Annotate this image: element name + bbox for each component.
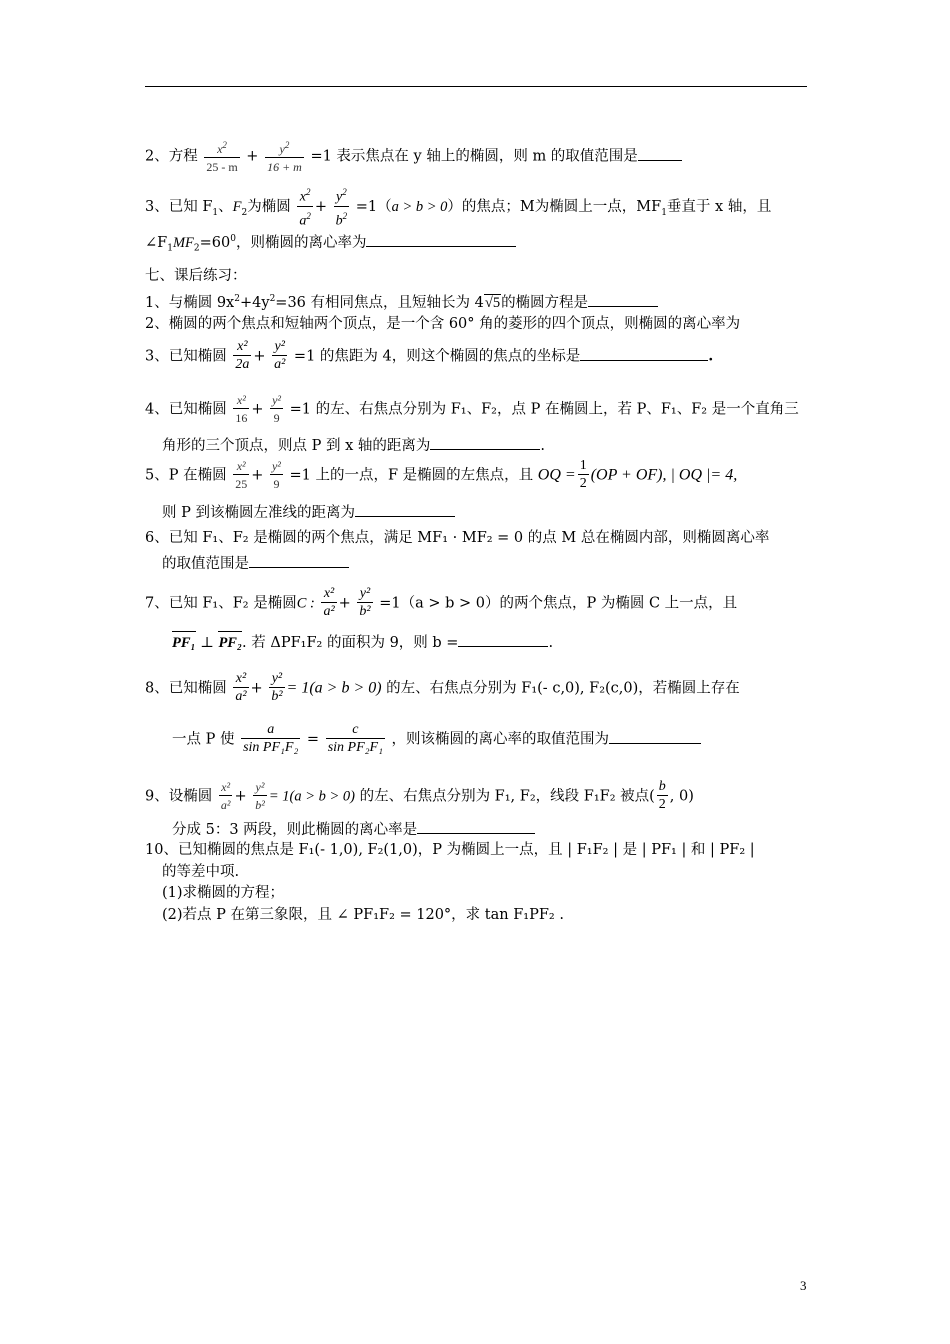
e7-blank <box>458 632 548 647</box>
e7-prefix: 7、已知 F₁、F₂ 是椭圆 <box>145 595 297 612</box>
e7-perp: ⊥ <box>200 635 214 651</box>
header-rule <box>145 86 807 87</box>
exercise-1: 1、与椭圆 $9x^2+4y^2=36$ 有相同焦点，且短轴长为 4√5的椭圆方程是 <box>145 289 658 313</box>
exercise-10-line2: 的等差中项. <box>162 864 240 880</box>
e5-eq2: (OP + OF), | OQ |= 4, <box>590 466 738 484</box>
q3-line2c: ，则椭圆的离心率为 <box>235 234 367 251</box>
e6-blank <box>249 553 349 568</box>
e8-line2: 一点 P 使 <box>172 731 235 748</box>
e7-line2c: . 若 ΔPF₁F₂ 的面积为 9，则 b = <box>242 635 459 651</box>
e9-text: 的左、右焦点分别为 F₁, F₂，线段 F₁F₂ 被点( <box>359 788 655 805</box>
exercise-7-line2: PF₁ ⊥ PF₂. 若 ΔPF₁F₂ 的面积为 9，则 b = . <box>172 632 553 653</box>
e4-blank <box>430 435 540 450</box>
e5-eq: OQ = <box>537 466 576 484</box>
e1-sqrt: √5 <box>484 294 501 311</box>
question-3-line2: $\angle F_1MF_2=60^0$，则椭圆的离心率为 <box>145 229 516 259</box>
exercise-10-sub2: (2)若点 P 在第三象限，且 ∠ PF₁F₂ = 120°，求 tan F₁PF₂ . <box>162 907 564 923</box>
e9-line2: 分成 5：3 两段，则此椭圆的离心率是 <box>172 822 418 838</box>
e8-text: 的左、右焦点分别为 F₁(- c,0), F₂(c,0)，若椭圆上存在 <box>386 680 740 697</box>
e3-frac2: $\frac{\text{y²}}{\text{a²}}$ <box>274 339 286 372</box>
e8-cond: = 1(a > b > 0) <box>286 679 382 697</box>
e8-frac-c: $\frac{c}{\text{sin PF₂F₁}}$ <box>327 722 383 755</box>
e9-frac-b: $\frac{b}{2}$ <box>658 779 666 812</box>
e6-line2: 的取值范围是 <box>162 556 249 572</box>
e8-blank <box>609 729 701 744</box>
q3-line2: ∠F <box>145 234 168 251</box>
exercise-10-sub1: (1)求椭圆的方程； <box>162 885 285 901</box>
e1-text: 1、与椭圆 9x <box>145 294 235 311</box>
q2-frac2: $\frac{y^2}{16 + m}$ <box>267 140 302 174</box>
e3-frac1: $\frac{\text{x²}}{2a}$ <box>235 339 250 372</box>
e9-frac1: $\frac{\text{x²}}{\text{a²}}$ <box>220 780 231 812</box>
section-title: 七、课后练习： <box>145 268 247 284</box>
q3-frac1: $\frac{x^2}{a^2}$ <box>299 187 311 229</box>
e7-frac2: $\frac{\text{y²}}{\text{b²}}$ <box>359 586 371 619</box>
e7-text: =1（a > b > 0）的两个焦点，P 为椭圆 C 上一点，且 <box>379 595 738 612</box>
exercise-9: 9、设椭圆 $\frac{\text{x²}}{\text{a²}}$ + $\frac{\text{y²}}{\text{b²}}$ = 1(a > b > 0) 的左、右焦点分别为 F₁, F₂，线段 F₁F₂ 被点( $\frac{b}{2}$ , 0) <box>145 779 694 812</box>
q3-text3: 垂直于 x 轴，且 <box>666 199 772 216</box>
exercise-4: 4、已知椭圆 $\frac{\text{x²}}{16}$ + $\frac{\text{y²}}{9}$ =1 的左、右焦点分别为 F₁、F₂，点 P 在椭圆上，若 P、F₁、F₂ 是一个直角三 <box>145 393 799 425</box>
e9-prefix: 9、设椭圆 <box>145 788 213 805</box>
e7-frac1: $\frac{\text{x²}}{\text{a²}}$ <box>323 586 335 619</box>
q3-line2b: =60 <box>199 234 231 251</box>
question-3: 3、已知 $F_1$、$F_2$为椭圆 $\frac{x^2}{a^2}$ + $\frac{y^2}{b^2}$ =1（a > b > 0）的焦点；M为椭圆上一点，$MF_1$垂直于 x 轴，且 <box>145 184 771 230</box>
exercise-5: 5、P 在椭圆 $\frac{\text{x²}}{25}$ + $\frac{\text{y²}}{9}$ =1 上的一点，F 是椭圆的左焦点，且 OQ = $\frac{1}{2}$ (OP + OF), | OQ |= 4, <box>145 458 738 491</box>
q2-text: =1 表示焦点在 y 轴上的椭圆，则 m 的取值范围是 <box>310 148 638 165</box>
e4-prefix: 4、已知椭圆 <box>145 401 227 418</box>
e1-t3: =36 有相同焦点，且短轴长为 4 <box>275 294 484 311</box>
exercise-6: 6、已知 F₁、F₂ 是椭圆的两个焦点，满足 MF₁ · MF₂ = 0 的点 M 总在椭圆内部，则椭圆离心率 <box>145 530 770 546</box>
q3-frac2: $\frac{y^2}{b^2}$ <box>335 187 348 229</box>
q3-text2: ）的焦点；M为椭圆上一点，MF <box>447 199 662 216</box>
e8-line2b: ，则该椭圆的离心率的取值范围为 <box>391 731 610 748</box>
exercise-8: 8、已知椭圆 $\frac{\text{x²}}{\text{a²}}$ + $\frac{\text{y²}}{\text{b²}}$ = 1(a > b > 0) 的左、右焦点分别为 F₁(- c,0), F₂(c,0)，若椭圆上存在 <box>145 671 740 704</box>
e5-frac1: $\frac{\text{x²}}{25}$ <box>235 459 248 491</box>
e3-blank <box>580 346 708 361</box>
exercise-5-line2 <box>162 502 455 523</box>
exercise-10: 10、已知椭圆的焦点是 F₁(- 1,0), F₂(1,0)，P 为椭圆上一点，且 | F₁F₂ | 是 | PF₁ | 和 | PF₂ | <box>145 842 755 858</box>
e4-frac2: $\frac{\text{y²}}{9}$ <box>272 393 282 425</box>
e8-frac2: $\frac{\text{y²}}{\text{b²}}$ <box>271 671 283 704</box>
exercise-2: 2、椭圆的两个焦点和短轴两个顶点，是一个含 60° 角的菱形的四个顶点，则椭圆的离心率为 <box>145 316 741 332</box>
e9-end: , 0) <box>669 788 694 805</box>
e5-line2: 则 P 到该椭圆左准线的距离为 <box>162 505 355 521</box>
e1-blank <box>588 292 658 307</box>
e1-t2: +4y <box>239 294 270 311</box>
e8-frac1: $\frac{\text{x²}}{\text{a²}}$ <box>235 671 247 704</box>
e3-prefix: 3、已知椭圆 <box>145 348 227 365</box>
e4-line2: 角形的三个顶点，则点 P 到 x 轴的距离为 <box>162 438 431 454</box>
exercise-3: 3、已知椭圆 $\frac{\text{x²}}{2a}$ + $\frac{\text{y²}}{\text{a²}}$ =1 的焦距为 4，则这个椭圆的焦点的坐标是 . <box>145 339 714 372</box>
e5-text: =1 上的一点，F 是椭圆的左焦点，且 <box>289 467 534 484</box>
exercise-8-line2: 一点 P 使 $\frac{a}{\text{sin PF₁F₂}}$ = $\frac{c}{\text{sin PF₂F₁}}$ ，则该椭圆的离心率的取值范围为 <box>172 722 701 757</box>
page-number: 3 <box>800 1278 807 1293</box>
e1-t4: 的椭圆方程是 <box>501 294 589 311</box>
exercise-9-line2 <box>172 819 535 840</box>
q2-frac1: $\frac{x^2}{25 - m}$ <box>206 140 238 174</box>
q3-prefix: 3、已知 F <box>145 199 213 216</box>
e4-frac1: $\frac{\text{x²}}{16}$ <box>235 393 248 425</box>
exercise-7: 7、已知 F₁、F₂ 是椭圆C : $\frac{\text{x²}}{\text{a²}}$ + $\frac{\text{y²}}{\text{b²}}$ =1（a > b > 0）的两个焦点，P 为椭圆 C 上一点，且 <box>145 586 738 619</box>
q2-blank <box>638 146 682 161</box>
e5-blank <box>355 502 455 517</box>
question-2: 2、方程 $\frac{x^2}{25 - m}$ + $\frac{y^2}{16 + m}$ =1 表示焦点在 y 轴上的椭圆，则 m 的取值范围是 <box>145 137 682 176</box>
e7-vec1: PF₁ <box>172 635 196 651</box>
e9-cond: = 1(a > b > 0) <box>268 788 355 805</box>
e7-c: C : <box>296 595 315 612</box>
q3-text1: =1（ <box>355 199 392 216</box>
exercise-4-line2: 角形的三个顶点，则点 P 到 x 轴的距离为 . <box>162 435 545 456</box>
q3-cond: a > b > 0 <box>391 199 448 216</box>
e3-text: =1 的焦距为 4，则这个椭圆的焦点的坐标是 <box>293 348 581 365</box>
q3-blank <box>366 232 516 247</box>
e9-blank <box>417 819 535 834</box>
e8-prefix: 8、已知椭圆 <box>145 680 227 697</box>
e5-half: $\frac{1}{2}$ <box>579 458 587 491</box>
e5-frac2: $\frac{\text{y²}}{9}$ <box>271 459 281 491</box>
q2-prefix: 2、方程 <box>145 148 198 165</box>
e8-frac-a: $\frac{a}{\text{sin PF₁F₂}}$ <box>243 722 299 755</box>
exercise-6-line2 <box>162 553 349 574</box>
e4-text: =1 的左、右焦点分别为 F₁、F₂，点 P 在椭圆上，若 P、F₁、F₂ 是一个直角三 <box>289 401 799 418</box>
e9-frac2: $\frac{\text{y²}}{\text{b²}}$ <box>255 780 265 812</box>
q3-mid: 为椭圆 <box>247 199 291 216</box>
e7-vec2: PF₂ <box>218 635 243 651</box>
e5-prefix: 5、P 在椭圆 <box>145 467 227 484</box>
